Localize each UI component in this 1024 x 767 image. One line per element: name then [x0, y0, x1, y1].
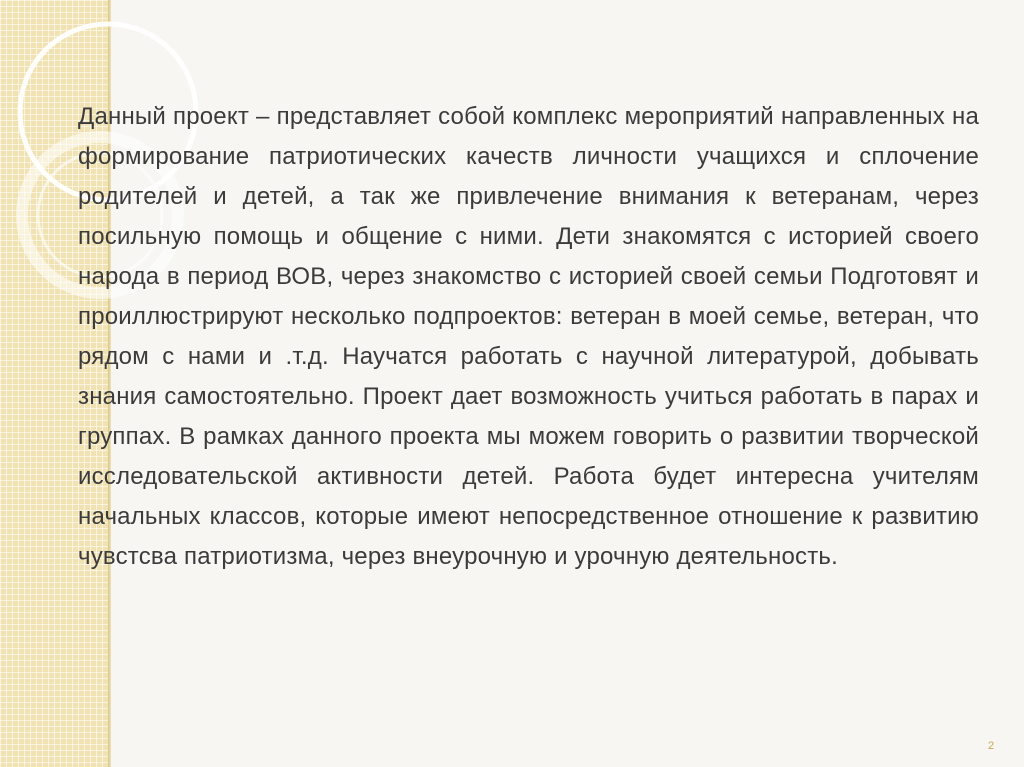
- page-number: 2: [988, 740, 995, 752]
- body-text: Данный проект – представляет собой комплекс мероприятий направленных на формирование патриотических качеств личности учащихся и сплочение родителей и детей, а так же привлечение внимания к ветеранам, через посильную помощь и общение с ними. Дети знакомятся с историей своего народа в период ВОВ, через знакомство с историей своей семьи Подготовят и проиллюстрируют несколько подпроектов: ветеран в моей семье, ветеран, что рядом с нами и .т.д. Научатся работать с научной литературой, добывать знания самостоятельно. Проект дает возможность учиться работать в парах и группах. В рамках данного проекта мы можем говорить о развитии творческой исследовательской активности детей. Работа будет интересна учителям начальных классов, которые имеют непосредственное отношение к развитию чувстсва патриотизма, через внеурочную и урочную деятельность.: [78, 103, 979, 570]
